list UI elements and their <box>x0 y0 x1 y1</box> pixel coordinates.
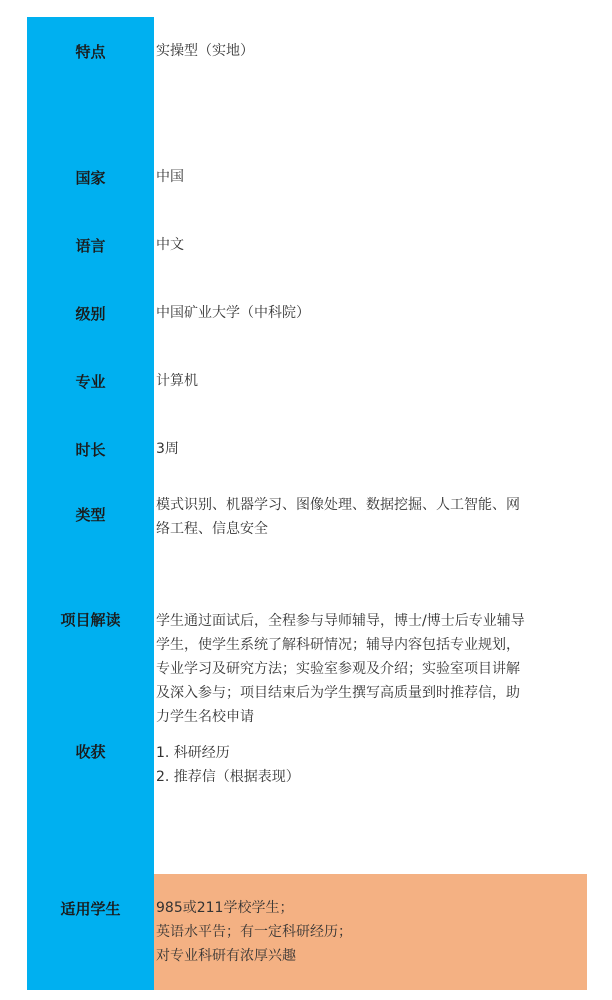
row-language <box>27 211 587 279</box>
type-line: 模式识别、机器学习、图像处理、数据挖掘、人工智能、网 <box>156 497 520 513</box>
row-feature-spacer <box>27 85 587 143</box>
eligibility-line: 英语水平告；有一定科研经历； <box>156 924 352 940</box>
row-gains <box>27 734 587 874</box>
value-program-description <box>154 581 587 734</box>
description-line: 学生通过面试后，全程参与导师辅导，博士/博士后专业辅导 <box>156 613 525 629</box>
description-line: 及深入参与；项目结束后为学生撰写高质量到时推荐信，助 <box>156 685 520 701</box>
row-duration <box>27 415 587 483</box>
label-spacer <box>27 85 154 143</box>
value-level: 中国矿业大学（中科院） <box>156 305 310 321</box>
value-feature: 实操型（实地） <box>156 43 254 59</box>
value-type <box>154 483 587 581</box>
value-duration: 3周 <box>156 441 179 457</box>
eligibility-line: 985或211学校学生； <box>156 900 294 916</box>
label-eligible-students: 适用学生 <box>27 874 154 990</box>
label-country: 国家 <box>27 143 154 211</box>
row-feature <box>27 17 587 85</box>
value-gains <box>154 734 587 874</box>
value-country: 中国 <box>156 169 184 185</box>
description-line: 学生，使学生系统了解科研情况；辅导内容包括专业规划， <box>156 637 520 653</box>
row-type <box>27 483 587 581</box>
description-line: 专业学习及研究方法；实验室参观及介绍；实验室项目讲解 <box>156 661 520 677</box>
label-level: 级别 <box>27 279 154 347</box>
gains-line: 1. 科研经历 <box>156 745 230 761</box>
row-program-description <box>27 581 587 734</box>
value-eligible-students <box>154 874 587 990</box>
gains-line: 2. 推荐信（根据表现） <box>156 769 300 785</box>
row-country <box>27 143 587 211</box>
row-level <box>27 279 587 347</box>
row-major <box>27 347 587 415</box>
value-major: 计算机 <box>156 373 198 389</box>
value-spacer <box>154 85 587 143</box>
eligibility-line: 对专业科研有浓厚兴趣 <box>156 948 296 964</box>
type-line: 络工程、信息安全 <box>156 521 268 537</box>
value-language: 中文 <box>156 237 184 253</box>
label-language: 语言 <box>27 211 154 279</box>
program-info-table <box>27 17 587 990</box>
label-feature: 特点 <box>27 17 154 85</box>
row-eligible-students <box>27 874 587 990</box>
label-major: 专业 <box>27 347 154 415</box>
label-gains: 收获 <box>27 734 154 874</box>
label-type: 类型 <box>27 483 154 581</box>
label-program-description: 项目解读 <box>27 581 154 734</box>
description-line: 力学生名校申请 <box>156 709 254 725</box>
label-duration: 时长 <box>27 415 154 483</box>
